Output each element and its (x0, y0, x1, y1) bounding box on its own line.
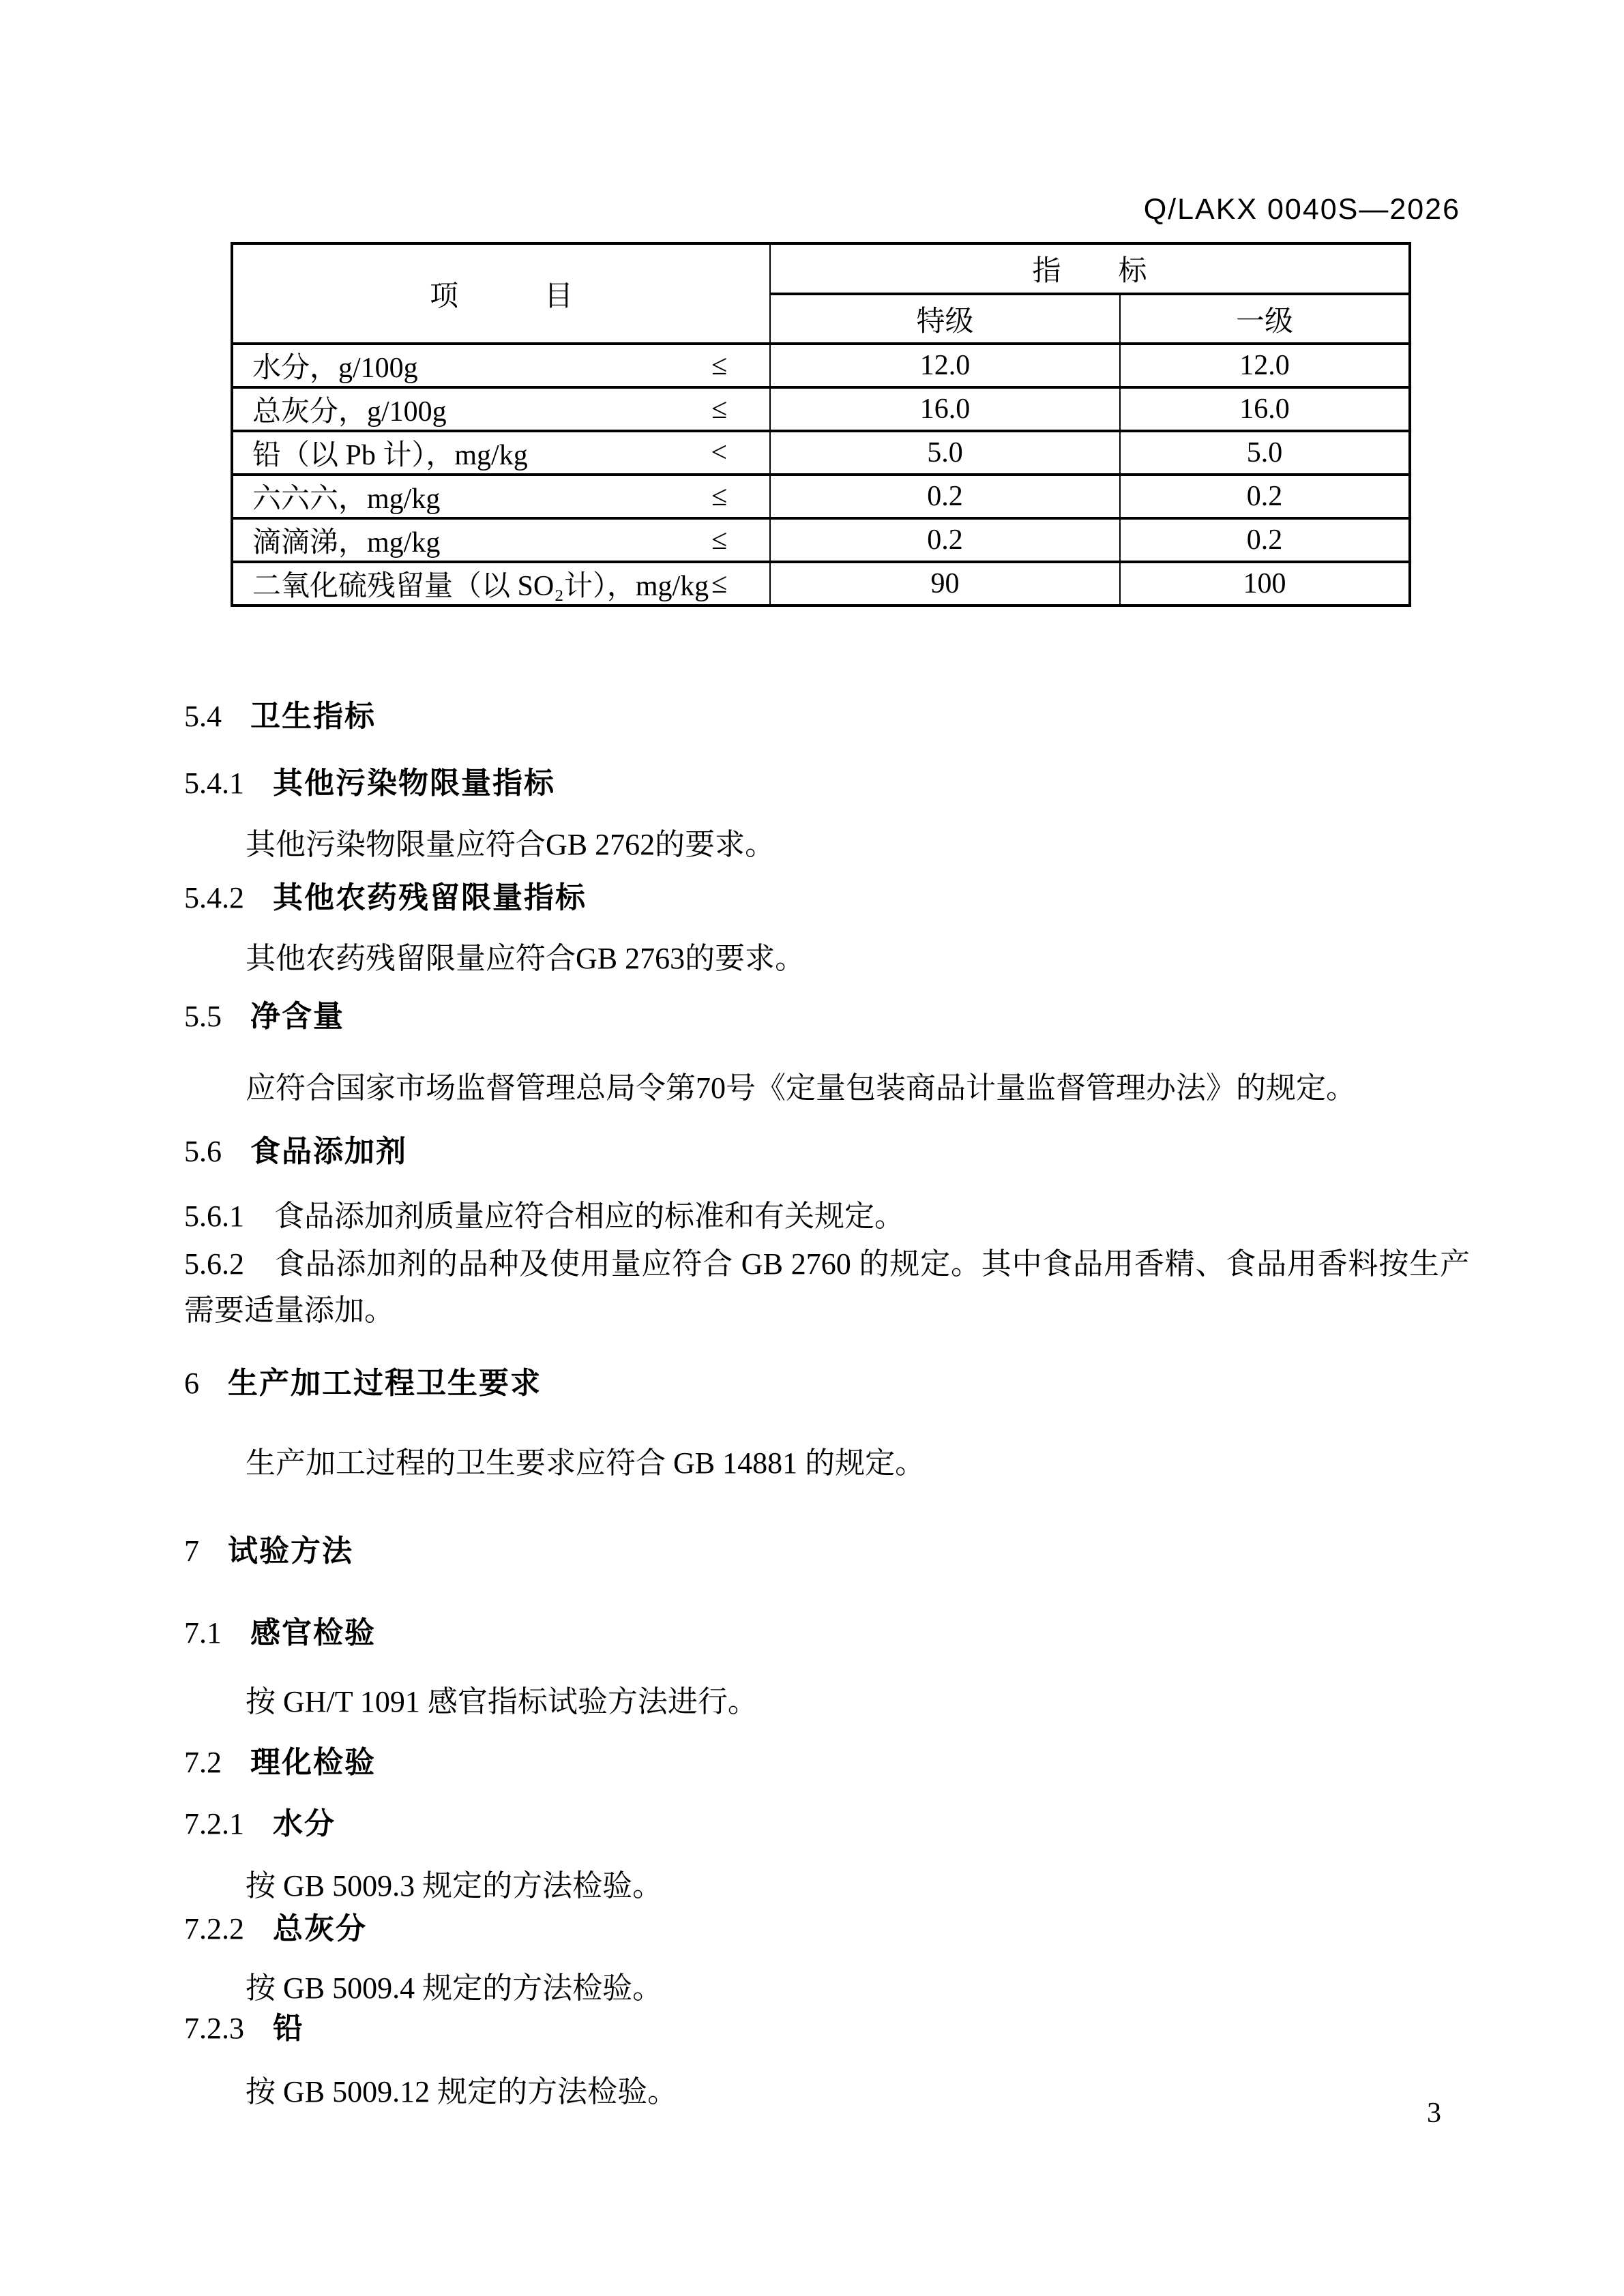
section-title: 净含量 (250, 1000, 344, 1033)
paragraph: 按 GB 5009.12 规定的方法检验。 (246, 2075, 678, 2108)
section-heading-5-4 (184, 697, 376, 736)
section-heading-7-2 (184, 1743, 376, 1783)
section-number: 6 (184, 1367, 199, 1400)
section-number: 7.2 (184, 1746, 222, 1779)
section-heading-5-4-1 (184, 764, 555, 803)
item-name: 滴滴涕，mg/kg (252, 527, 441, 558)
value-first: 100 (1120, 562, 1410, 606)
section-title: 生产加工过程卫生要求 (228, 1367, 542, 1400)
section-heading-6 (184, 1364, 542, 1403)
table-row (232, 431, 1410, 475)
value-first: 12.0 (1120, 344, 1410, 387)
section-title: 其他农药残留限量指标 (273, 881, 587, 914)
clause-number: 5.6.1 (184, 1199, 244, 1233)
item-name: 六六六，mg/kg (252, 483, 441, 515)
value-premium: 90 (770, 562, 1120, 606)
clause-number: 5.6.2 (184, 1247, 244, 1281)
paragraph: 按 GB 5009.4 规定的方法检验。 (246, 1971, 663, 2005)
value-first: 0.2 (1120, 475, 1410, 518)
paragraph: 按 GB 5009.3 规定的方法检验。 (246, 1869, 663, 1903)
clause-text: 食品添加剂的品种及使用量应符合 GB 2760 的规定。其中食品用香精、食品用香料按生产需要适量添加。 (184, 1247, 1470, 1327)
section-title: 试验方法 (228, 1534, 353, 1568)
section-title: 理化检验 (250, 1746, 376, 1779)
item-operator: ≤ (711, 524, 727, 556)
item-operator: ≤ (711, 568, 727, 599)
column-header-item: 项 目 (232, 243, 770, 344)
section-title: 感官检验 (250, 1616, 376, 1650)
item-name: 总灰分，g/100g (252, 396, 447, 428)
section-heading-7-2-1 (184, 1804, 336, 1844)
section-title: 水分 (273, 1807, 336, 1840)
paragraph: 应符合国家市场监督管理总局令第70号《定量包装商品计量监督管理办法》的规定。 (246, 1071, 1356, 1105)
value-first: 5.0 (1120, 431, 1410, 475)
section-heading-7-2-3 (184, 2009, 304, 2048)
section-heading-5-4-2 (184, 878, 587, 918)
table-row (232, 518, 1410, 562)
section-number: 7.2.2 (184, 1912, 244, 1945)
section-heading-7 (184, 1532, 353, 1571)
section-number: 5.5 (184, 1000, 222, 1033)
item-name: 水分，g/100g (252, 353, 418, 384)
section-number: 7.2.1 (184, 1807, 244, 1840)
section-heading-7-2-2 (184, 1909, 367, 1949)
paragraph: 其他污染物限量应符合GB 2762的要求。 (246, 828, 776, 861)
section-title: 食品添加剂 (250, 1135, 407, 1168)
section-title: 卫生指标 (250, 700, 376, 733)
section-number: 7 (184, 1534, 199, 1568)
paragraph: 生产加工过程的卫生要求应符合 GB 14881 的规定。 (246, 1446, 926, 1480)
column-header-premium-grade: 特级 (770, 294, 1120, 344)
section-title: 铅 (273, 2012, 304, 2045)
value-premium: 0.2 (770, 475, 1120, 518)
document-code: Q/LAKX 0040S—2026 (1143, 193, 1460, 226)
clause-text: 食品添加剂质量应符合相应的标准和有关规定。 (274, 1199, 904, 1233)
section-number: 5.4.2 (184, 881, 244, 914)
clause-5-6-2 (184, 1241, 1470, 1334)
value-premium: 5.0 (770, 431, 1120, 475)
value-first: 0.2 (1120, 518, 1410, 562)
section-number: 5.4 (184, 700, 222, 733)
section-number: 5.6 (184, 1135, 222, 1168)
value-premium: 12.0 (770, 344, 1120, 387)
table-row (232, 344, 1410, 387)
item-operator: ≤ (711, 350, 727, 381)
indicator-table (231, 242, 1411, 607)
section-title: 其他污染物限量指标 (273, 766, 555, 800)
item-operator: < (711, 437, 727, 468)
value-premium: 16.0 (770, 387, 1120, 431)
section-number: 7.2.3 (184, 2012, 244, 2045)
paragraph: 其他农药残留限量应符合GB 2763的要求。 (246, 942, 806, 975)
item-operator: ≤ (711, 393, 727, 425)
section-title: 总灰分 (273, 1912, 367, 1945)
section-number: 5.4.1 (184, 766, 244, 800)
column-header-first-grade: 一级 (1120, 294, 1410, 344)
item-name: 二氧化硫残留量（以 SO₂计），mg/kg (252, 571, 709, 602)
table-row (232, 475, 1410, 518)
value-premium: 0.2 (770, 518, 1120, 562)
item-operator: ≤ (711, 481, 727, 512)
clause-5-6-1 (184, 1193, 1470, 1240)
item-name: 铅（以 Pb 计），mg/kg (252, 440, 528, 471)
section-heading-5-5 (184, 997, 344, 1037)
page-number: 3 (1427, 2098, 1441, 2129)
section-heading-7-1 (184, 1613, 376, 1653)
paragraph: 按 GH/T 1091 感官指标试验方法进行。 (246, 1685, 758, 1718)
section-heading-5-6 (184, 1132, 407, 1172)
value-first: 16.0 (1120, 387, 1410, 431)
section-number: 7.1 (184, 1616, 222, 1650)
table-header-row-1 (232, 243, 1410, 294)
table-row (232, 562, 1410, 606)
column-header-indicator: 指 标 (770, 243, 1410, 294)
table-row (232, 387, 1410, 431)
